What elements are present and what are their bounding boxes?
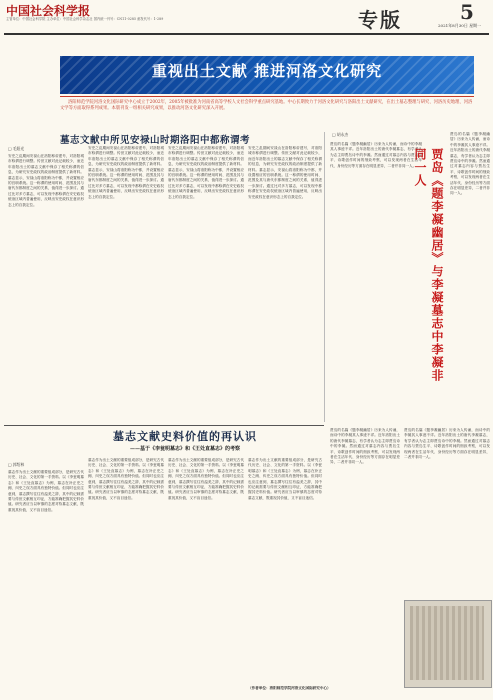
banner-title: 重视出土文献 推进河洛文化研究 xyxy=(151,62,383,80)
article2-continued-2: 贾岛的名篇《题李凝幽居》历来为人传诵，而诗中的李凝其人事迹不详。近年洛阳出土的唐代李凝墓志，有学者认为志主即贾岛诗中的李凝。然而通过对墓志内容与贾岛生平、诗歌创作时间的细致考察，可以发现两者在生活年代、身份经历等方面存在明显差异，二者并非同一人。 xyxy=(404,428,490,460)
banner-lead: 洛阳师范学院河洛文化国际研究中心成立于2002年，2005年被批准为河南省高等学校人文社会科学重点研究基地。中心长期致力于河洛文化研究与洛阳出土文献研究，在出土墓志整理与研究、河洛历史地理、河洛文学等方面取得系列成果。本版刊发一组相关研究成果，以推动河洛文化研究深入开展。 xyxy=(60,100,473,111)
newspaper-name: 中国社会科学报 xyxy=(6,4,91,18)
article3-subtitle: ——基于《李瓮明墓志》和《王处直墓志》的考察 xyxy=(129,446,240,452)
masthead-info: 主管单位：中国社会科学院 主办单位：中国社会科学杂志社 国内统一刊号：CN11-0285 邮发代号：1-289 xyxy=(6,17,164,21)
article2-byline: □ 胡永杰 xyxy=(332,132,349,137)
lead-rule xyxy=(60,96,474,97)
article1-column-4: 安史之乱期间安禄山在洛阳称帝建号，对洛阳城市称谓进行调整。传世文献对此记载较少，而近年洛阳出土的墓志文献中保存了相关称谓的信息，为研究安史政权的政治制度提供了新材料。墓志显示，安禄山将洛阳称为中都，并设置相应的官职系统。这一称谓的使用时间、范围及其与唐代东都制度之间的关系，值得进一步探讨。通过比对多方墓志，可以发现中都称谓在安史政权统治区域内普遍使用，反映出安史政权在意识形态上的自我定位。 xyxy=(248,146,322,199)
photo-content xyxy=(410,606,484,680)
article-credit: （作者单位：洛阳师范学院河洛文化国际研究中心） xyxy=(248,686,331,690)
article1-title: 墓志文献中所见安禄山时期洛阳中都称谓考 xyxy=(60,135,251,146)
article3-column-2: 墓志作为出土文献的重要组成部分，是研究古代历史、社会、文化的第一手资料。以《李瓮明墓志》和《王处直墓志》为例，墓志在补正史之阙、纠史之误方面具有独特价值。但同时也应注意到，墓志撰写往往有溢美之辞，其中的记载需要与传世文献相互印证，方能准确把握其史料价值。研究者应当以审慎的态度对待墓志文献，既重视其价值，又不盲目迷信。 xyxy=(88,458,164,500)
article2-column-2: 贾岛的名篇《题李凝幽居》历来为人传诵，而诗中的李凝其人事迹不详。近年洛阳出土的唐代李凝墓志，有学者认为志主即贾岛诗中的李凝。然而通过对墓志内容与贾岛生平、诗歌创作时间的细致考察，可以发现两者在生活年代、身份经历等方面存在明显差异，二者并非同一人。 xyxy=(450,132,490,196)
issue-date: 2021年8月30日 星期一 xyxy=(438,23,482,28)
page-number: 5 xyxy=(460,0,474,24)
article1-column-2: 安史之乱期间安禄山在洛阳称帝建号，对洛阳城市称谓进行调整。传世文献对此记载较少，而近年洛阳出土的墓志文献中保存了相关称谓的信息，为研究安史政权的政治制度提供了新材料。墓志显示，安禄山将洛阳称为中都，并设置相应的官职系统。这一称谓的使用时间、范围及其与唐代东都制度之间的关系，值得进一步探讨。通过比对多方墓志，可以发现中都称谓在安史政权统治区域内普遍使用，反映出安史政权在意识形态上的自我定位。 xyxy=(88,146,164,199)
article3-byline: □ 郭绍林 xyxy=(8,462,25,467)
article2-continued-1: 贾岛的名篇《题李凝幽居》历来为人传诵，而诗中的李凝其人事迹不详。近年洛阳出土的唐代李凝墓志，有学者认为志主即贾岛诗中的李凝。然而通过对墓志内容与贾岛生平、诗歌创作时间的细致考察，可以发现两者在生活年代、身份经历等方面存在明显差异，二者并非同一人。 xyxy=(330,428,400,465)
section-divider xyxy=(4,425,324,426)
article1-column-3: 安史之乱期间安禄山在洛阳称帝建号，对洛阳城市称谓进行调整。传世文献对此记载较少，而近年洛阳出土的墓志文献中保存了相关称谓的信息，为研究安史政权的政治制度提供了新材料。墓志显示，安禄山将洛阳称为中都，并设置相应的官职系统。这一称谓的使用时间、范围及其与唐代东都制度之间的关系，值得进一步探讨。通过比对多方墓志，可以发现中都称谓在安史政权统治区域内普遍使用，反映出安史政权在意识形态上的自我定位。 xyxy=(168,146,244,199)
article1-byline: □ 毛阳光 xyxy=(8,146,25,151)
article3-column-4: 墓志作为出土文献的重要组成部分，是研究古代历史、社会、文化的第一手资料。以《李瓮明墓志》和《王处直墓志》为例，墓志在补正史之阙、纠史之误方面具有独特价值。但同时也应注意到，墓志撰写往往有溢美之辞，其中的记载需要与传世文献相互印证，方能准确把握其史料价值。研究者应当以审慎的态度对待墓志文献，既重视其价值，又不盲目迷信。 xyxy=(248,458,322,500)
column-divider xyxy=(324,132,325,422)
article1-column-1: 安史之乱期间安禄山在洛阳称帝建号，对洛阳城市称谓进行调整。传世文献对此记载较少，而近年洛阳出土的墓志文献中保存了相关称谓的信息，为研究安史政权的政治制度提供了新材料。墓志显示，安禄山将洛阳称为中都，并设置相应的官职系统。这一称谓的使用时间、范围及其与唐代东都制度之间的关系，值得进一步探讨。通过比对多方墓志，可以发现中都称谓在安史政权统治区域内普遍使用，反映出安史政权在意识形态上的自我定位。 xyxy=(8,154,84,207)
section-name: 专版 xyxy=(358,8,402,32)
article3-column-1: 墓志作为出土文献的重要组成部分，是研究古代历史、社会、文化的第一手资料。以《李瓮明墓志》和《王处直墓志》为例，墓志在补正史之阙、纠史之误方面具有独特价值。但同时也应注意到，墓志撰写往往有溢美之辞，其中的记载需要与传世文献相互印证，方能准确把握其史料价值。研究者应当以审慎的态度对待墓志文献，既重视其价值，又不盲目迷信。 xyxy=(8,470,84,512)
article3-title: 墓志文献史料价值的再认识 xyxy=(113,430,257,443)
article2-title: 贾岛《题李凝幽居》与李凝墓志中李凝非同一人 xyxy=(413,148,444,382)
article2-column-1: 贾岛的名篇《题李凝幽居》历来为人传诵，而诗中的李凝其人事迹不详。近年洛阳出土的唐代李凝墓志，有学者认为志主即贾岛诗中的李凝。然而通过对墓志内容与贾岛生平、诗歌创作时间的细致考察，可以发现两者在生活年代、身份经历等方面存在明显差异，二者并非同一人。 xyxy=(330,142,422,168)
article3-column-3: 墓志作为出土文献的重要组成部分，是研究古代历史、社会、文化的第一手资料。以《李瓮明墓志》和《王处直墓志》为例，墓志在补正史之阙、纠史之误方面具有独特价值。但同时也应注意到，墓志撰写往往有溢美之辞，其中的记载需要与传世文献相互印证，方能准确把握其史料价值。研究者应当以审慎的态度对待墓志文献，既重视其价值，又不盲目迷信。 xyxy=(168,458,244,500)
masthead-rule xyxy=(4,33,489,35)
